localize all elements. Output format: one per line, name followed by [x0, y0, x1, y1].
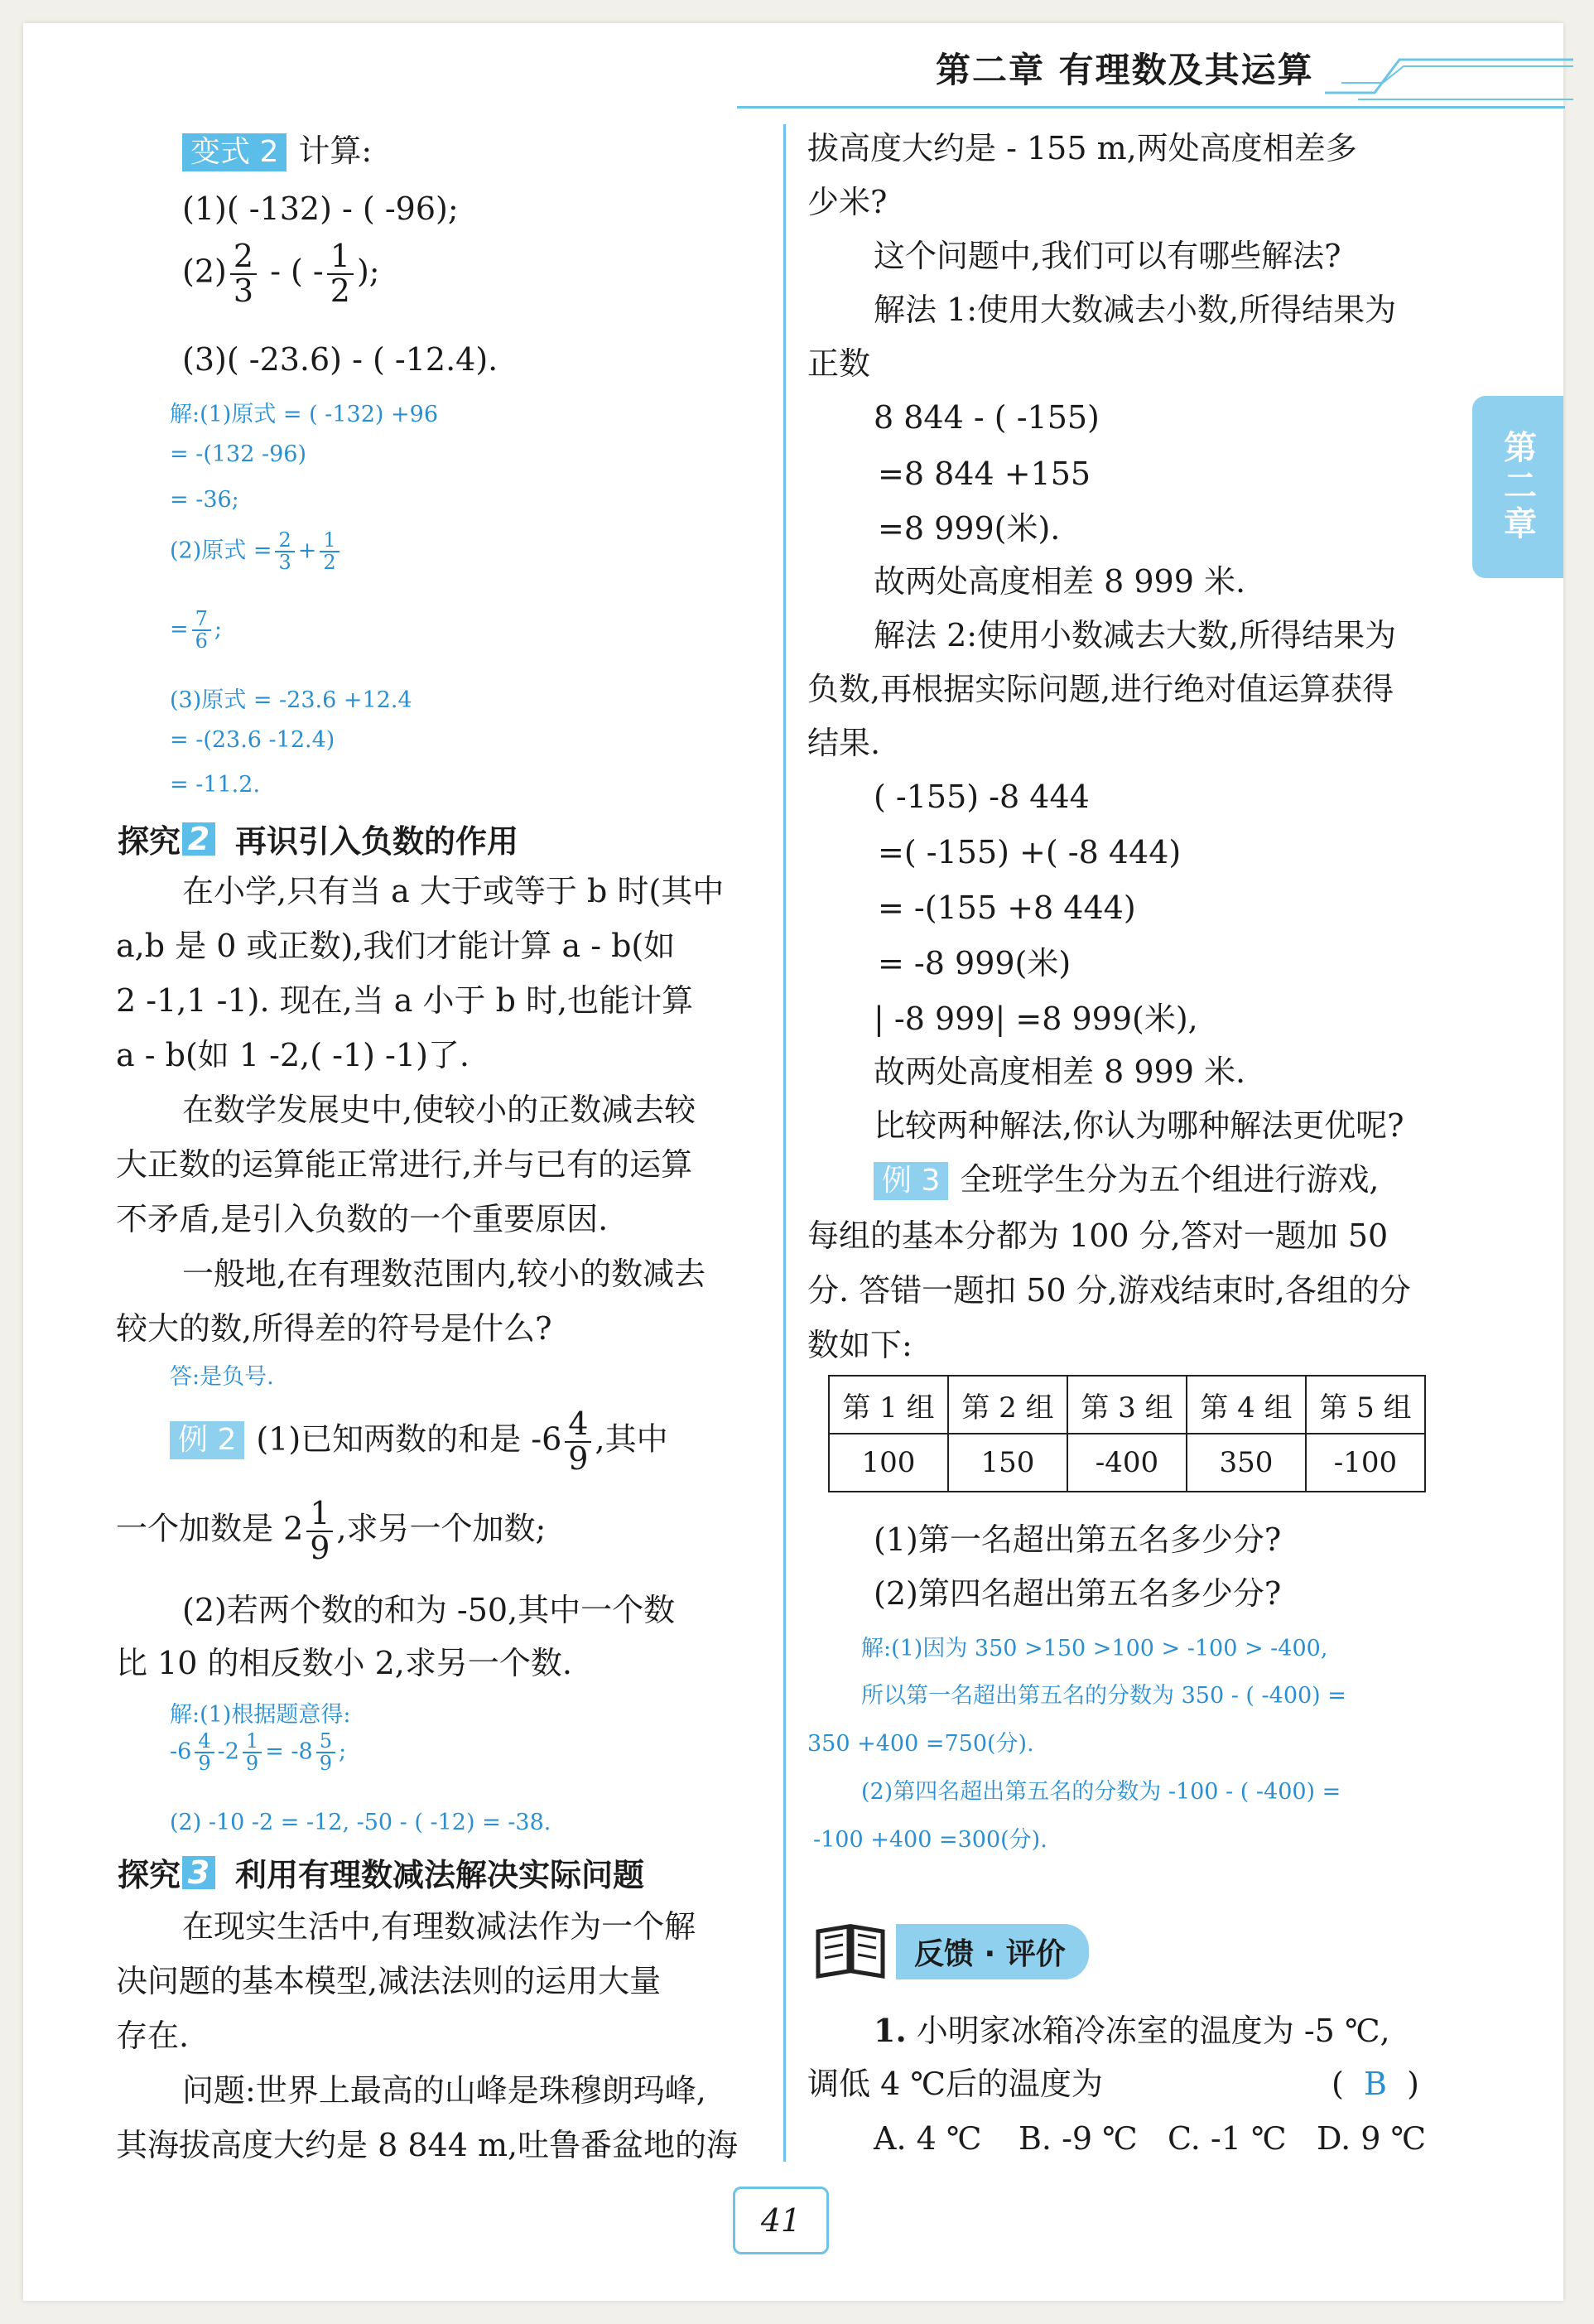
explore2-text: 大正数的运算能正常进行,并与已有的运算: [116, 1146, 693, 1183]
example2-answer: (2) -10 -2 = -12, -50 - ( -12) = -38.: [170, 1810, 551, 1835]
table-cell: 350: [1187, 1434, 1306, 1492]
example2-line: 一个加数是 2 $\frac{1}{9}$ ,求另一个加数;: [116, 1495, 547, 1566]
open-book-icon: [813, 1920, 888, 1983]
example2-line: 比 10 的相反数小 2,求另一个数.: [116, 1645, 572, 1681]
method2-calc: | -8 999| =8 999(米),: [874, 1000, 1198, 1037]
method2-calc: = -(155 +8 444): [878, 890, 1136, 926]
example2-answer: 解:(1)根据题意得:: [170, 1702, 351, 1728]
feedback-question: 1. 小明家冰箱冷冻室的温度为 -5 ℃,: [874, 2012, 1390, 2049]
chapter-side-tab[interactable]: 第二章: [1472, 396, 1563, 578]
table-header-cell: 第 1 组: [829, 1376, 948, 1434]
explore2-text: 在数学发展史中,使较小的正数减去较: [182, 1092, 696, 1128]
compare-text: 比较两种解法,你认为哪种解法更优呢?: [874, 1107, 1404, 1144]
method2-text: 结果.: [807, 725, 881, 761]
explore3-text: 在现实生活中,有理数减法作为一个解: [182, 1908, 696, 1945]
table-cell: -100: [1306, 1434, 1425, 1492]
method2-calc: ( -155) -8 444: [874, 779, 1090, 815]
problem-text: 少米?: [807, 184, 888, 220]
example3-answer: 解:(1)因为 350 >150 >100 > -100 > -400,: [861, 1636, 1328, 1661]
explore2-text: 2 -1,1 -1). 现在,当 a 小于 b 时,也能计算: [116, 982, 694, 1019]
variant2-q3: (3)( -23.6) - ( -12.4).: [182, 341, 498, 378]
variant2-answer-line: (2)原式 = $\frac{2}{3}$ + $\frac{1}{2}$: [170, 530, 343, 573]
feedback-question: 调低 4 ℃后的温度为: [807, 2066, 1103, 2102]
method1-text: 正数: [807, 345, 871, 382]
table-header-row: [829, 1376, 1425, 1434]
example2-line: 例 2 (1)已知两数的和是 -6 $\frac{4}{9}$ ,其中: [170, 1408, 668, 1476]
feedback-heading: [813, 1920, 1089, 1983]
example3-badge: 例 3: [874, 1162, 948, 1200]
example3-answer: 所以第一名超出第五名的分数为 350 - ( -400) =: [861, 1683, 1346, 1709]
explore2-text: 不矛盾,是引入负数的一个重要原因.: [116, 1201, 609, 1237]
option-a: A. 4 ℃: [874, 2120, 982, 2157]
method1-calc: =8 844 +155: [878, 456, 1091, 492]
explore2-answer: 答:是负号.: [170, 1364, 274, 1390]
problem-text: 拔高度大约是 - 155 m,两处高度相差多: [807, 130, 1357, 166]
example3-answer: 350 +400 =750(分).: [807, 1731, 1034, 1757]
example3-line: 分. 答错一题扣 50 分,游戏结束时,各组的分: [807, 1272, 1411, 1309]
variant2-answer-line: = $\frac{7}{6}$ ;: [170, 607, 223, 653]
variant2-prompt: 计算:: [298, 133, 373, 169]
header-decoration: [1325, 50, 1573, 116]
explore3-text: 决问题的基本模型,减法法则的运用大量: [116, 1963, 662, 1999]
variant2-q1: (1)( -132) - ( -96);: [182, 190, 459, 227]
method2-text: 负数,再根据实际问题,进行绝对值运算获得: [807, 671, 1394, 707]
example3-answer: -100 +400 =300(分).: [813, 1827, 1047, 1853]
table-header-cell: 第 5 组: [1306, 1376, 1425, 1434]
page-number: 41: [733, 2187, 829, 2254]
method1-text: 解法 1:使用大数减去小数,所得结果为: [874, 292, 1397, 328]
explore2-text: a,b 是 0 或正数),我们才能计算 a - b(如: [116, 928, 676, 964]
method2-calc: =( -155) +( -8 444): [878, 834, 1182, 870]
example3-line: 数如下:: [807, 1327, 913, 1363]
table-header-cell: 第 2 组: [948, 1376, 1067, 1434]
example3-line: 例 3 全班学生分为五个组进行游戏,: [874, 1160, 1379, 1200]
feedback-label: 反馈 · 评价: [896, 1924, 1089, 1979]
variant2-badge: 变式 2: [182, 133, 287, 171]
chapter-header-title: 第二章 有理数及其运算: [936, 50, 1314, 90]
explore3-heading: 探究 3 利用有理数减法解决实际问题: [118, 1854, 645, 1893]
method2-calc: = -8 999(米): [878, 945, 1071, 981]
table-row: [829, 1434, 1425, 1492]
table-cell: 150: [948, 1434, 1067, 1492]
variant2-q2: (2) $\frac{2}{3}$ - ( - $\frac{1}{2}$ );: [182, 238, 380, 309]
table-header-cell: 第 3 组: [1067, 1376, 1187, 1434]
variant2-heading: [182, 131, 372, 171]
example3-line: 每组的基本分都为 100 分,答对一题加 50: [807, 1217, 1389, 1254]
variant2-answer-line: 解:(1)原式 = ( -132) +96: [170, 402, 438, 427]
explore3-text: 存在.: [116, 2018, 190, 2054]
example3-question: (2)第四名超出第五名多少分?: [874, 1575, 1282, 1612]
example2-line: (2)若两个数的和为 -50,其中一个数: [182, 1592, 676, 1628]
explore3-text: 其海拔高度大约是 8 844 m,吐鲁番盆地的海: [116, 2127, 739, 2163]
example3-question: (1)第一名超出第五名多少分?: [874, 1521, 1282, 1558]
variant2-answer-line: = -(132 -96): [170, 441, 306, 467]
score-table: [828, 1375, 1426, 1492]
option-c: C. -1 ℃: [1168, 2120, 1287, 2157]
explore2-text: 在小学,只有当 a 大于或等于 b 时(其中: [182, 873, 725, 909]
example3-answer: (2)第四名超出第五名的分数为 -100 - ( -400) =: [861, 1779, 1341, 1805]
option-b: B. -9 ℃: [1019, 2120, 1138, 2157]
option-d: D. 9 ℃: [1317, 2120, 1427, 2157]
variant2-answer-line: (3)原式 = -23.6 +12.4: [170, 687, 412, 713]
method2-text: 解法 2:使用小数减去大数,所得结果为: [874, 617, 1397, 653]
table-cell: -400: [1067, 1434, 1187, 1492]
answer-bracket: ( B ): [1332, 2066, 1419, 2102]
method1-calc: 8 844 - ( -155): [874, 399, 1100, 436]
explore3-text: 问题:世界上最高的山峰是珠穆朗玛峰,: [182, 2072, 706, 2109]
problem-text: 这个问题中,我们可以有哪些解法?: [874, 238, 1341, 274]
method2-calc: 故两处高度相差 8 999 米.: [874, 1054, 1246, 1090]
column-divider: [783, 124, 786, 2162]
example2-answer: -6 $\frac{4}{9}$ -2 $\frac{1}{9}$ = -8 $\frac{5}{9}$ ;: [170, 1729, 347, 1776]
table-cell: 100: [829, 1434, 948, 1492]
method1-calc: 故两处高度相差 8 999 米.: [874, 563, 1246, 600]
variant2-answer-line: = -36;: [170, 487, 239, 513]
choice-answer: B: [1364, 2066, 1387, 2102]
example2-badge: 例 2: [170, 1421, 244, 1459]
method1-calc: =8 999(米).: [878, 510, 1061, 547]
variant2-answer-line: = -(23.6 -12.4): [170, 727, 335, 753]
explore2-heading: 探究 2 再识引入负数的作用: [118, 820, 519, 860]
table-header-cell: 第 4 组: [1187, 1376, 1306, 1434]
explore2-text: 一般地,在有理数范围内,较小的数减去: [182, 1256, 706, 1292]
explore2-text: a - b(如 1 -2,( -1) -1)了.: [116, 1037, 470, 1073]
variant2-answer-line: = -11.2.: [170, 772, 261, 798]
explore2-text: 较大的数,所得差的符号是什么?: [116, 1310, 552, 1347]
